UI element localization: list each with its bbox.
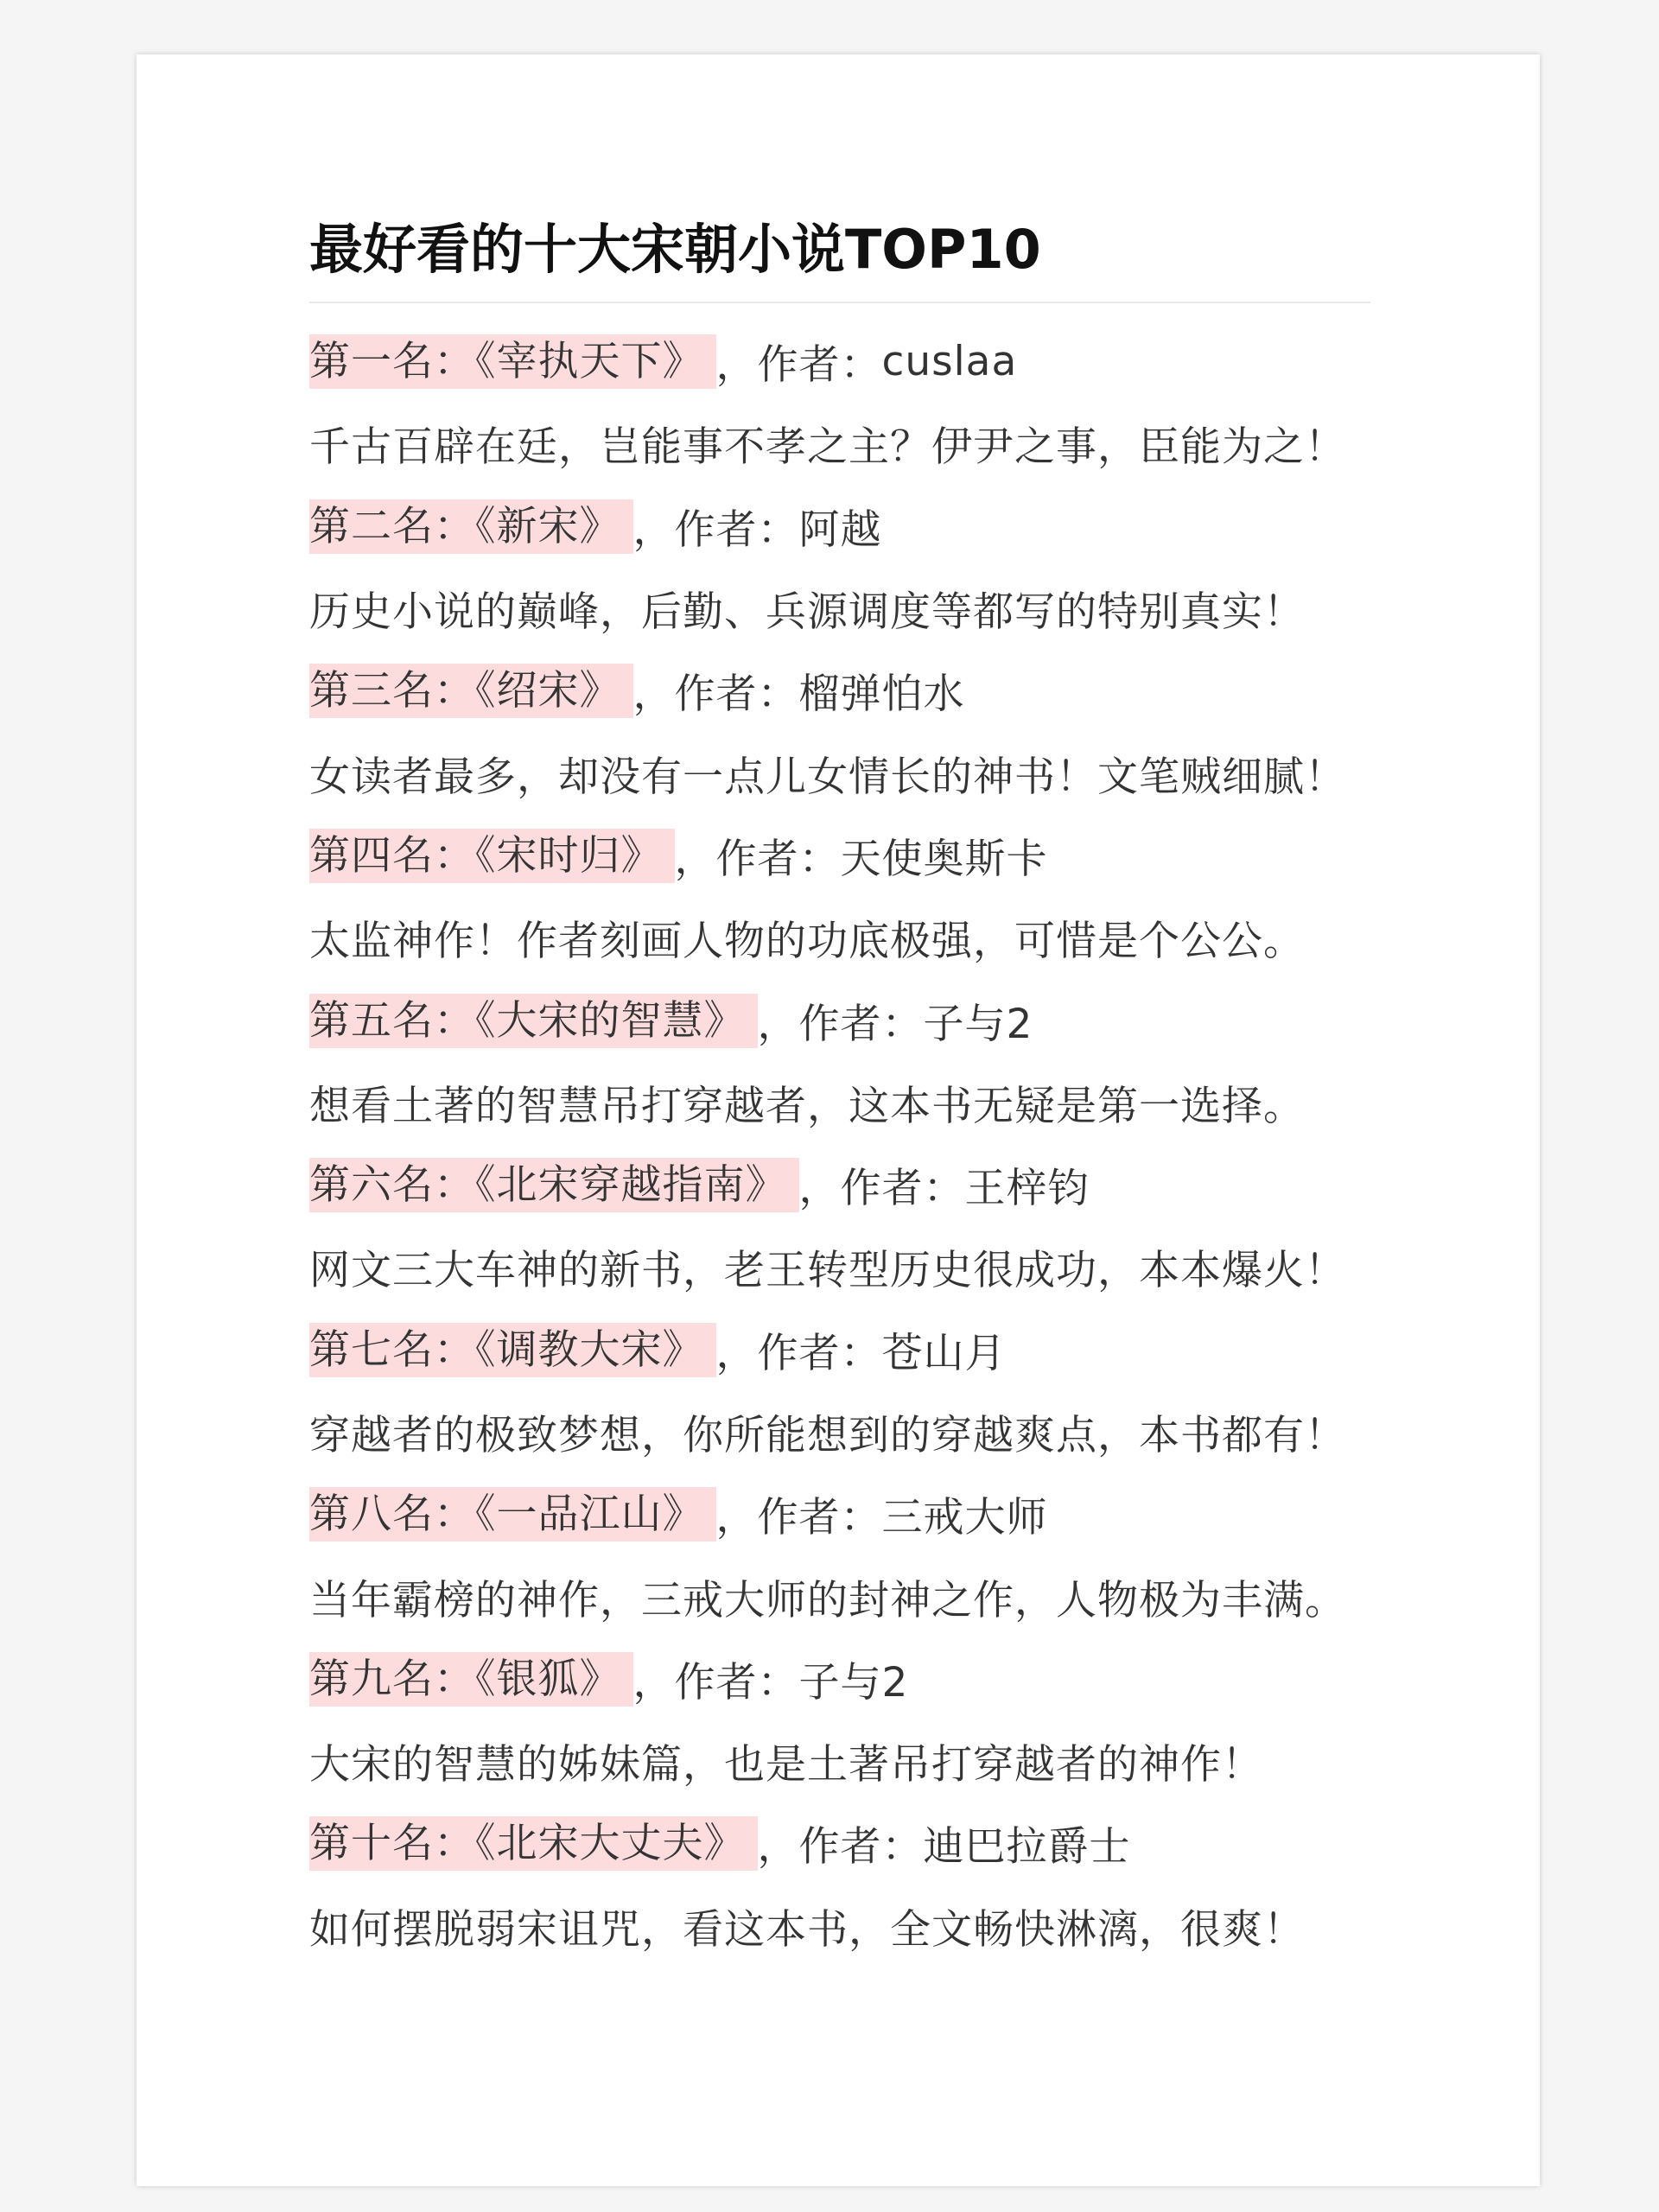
entry-author: 子与2 [798,1658,909,1707]
entry-author: 天使奥斯卡 [840,835,1048,883]
entry-description: 网文三大车神的新书，老王转型历史很成功，本本爆火！ [309,1247,1346,1295]
entry-heading [309,979,1398,1061]
entry-heading [309,486,1398,568]
entry-description: 当年霸榜的神作，三戒大师的封神之作，人物极为丰满。 [309,1576,1346,1624]
entry-author: 榴弹怕水 [798,671,965,719]
entry-highlight [309,334,716,389]
entry-rank: 第五名： [309,996,475,1045]
entry-author: cuslaa [881,338,1018,386]
entry-book-title: 《北宋穿越指南》 [475,1161,787,1210]
entry-heading [309,650,1398,732]
entry-heading [309,1802,1398,1885]
entry-separator: ， [715,1494,758,1542]
entry-description: 如何摆脱弱宋诅咒，看这本书，全文畅快淋漓，很爽！ [309,1905,1305,1954]
page-title: 最好看的十大宋朝小说TOP10 [309,218,1041,281]
author-label: 作者： [798,1000,924,1048]
author-label: 作者： [674,505,799,554]
entry-heading [309,1638,1398,1720]
entry-heading [309,321,1398,403]
author-label: 作者： [674,671,799,719]
entry-author: 三戒大师 [881,1494,1048,1542]
author-label: 作者： [757,1494,882,1542]
entry-separator: ， [632,505,675,554]
entry-book-title: 《绍宋》 [475,667,621,715]
entry-author: 阿越 [798,505,882,554]
entry-rank: 第四名： [309,831,475,880]
ranking-list [309,321,1398,1967]
entry-separator: ， [757,1000,799,1048]
entry-book-title: 《北宋大丈夫》 [475,1820,746,1868]
entry-rank: 第六名： [309,1161,475,1210]
entry-highlight [309,1652,633,1707]
author-label: 作者： [757,341,882,390]
entry-rank: 第七名： [309,1325,475,1374]
entry-rank: 第十名： [309,1820,475,1868]
entry-heading [309,815,1398,897]
entry-heading [309,1144,1398,1226]
entry-description: 女读者最多，却没有一点儿女情长的神书！文笔贼细腻！ [309,753,1346,801]
entry-author: 子与2 [923,1000,1033,1048]
entry-separator: ， [715,1329,758,1377]
author-label: 作者： [757,1329,882,1377]
entry-highlight [309,499,633,554]
entry-book-title: 《调教大宋》 [475,1325,704,1374]
entry-rank: 第八名： [309,1491,475,1539]
author-label: 作者： [798,1823,924,1872]
author-label: 作者： [840,1165,965,1213]
title-divider [309,302,1370,303]
entry-book-title: 《新宋》 [475,502,621,550]
entry-book-title: 《宰执天下》 [475,338,704,386]
entry-rank: 第一名： [309,338,475,386]
entry-highlight [309,1487,716,1541]
entry-description: 千古百辟在廷，岂能事不孝之主？伊尹之事，臣能为之！ [309,423,1346,472]
entry-description: 历史小说的巅峰，后勤、兵源调度等都写的特别真实！ [309,588,1305,637]
entry-description: 想看土著的智慧吊打穿越者，这本书无疑是第一选择。 [309,1082,1305,1130]
author-label: 作者： [715,835,841,883]
entry-separator: ， [798,1165,841,1213]
entry-author: 王梓钧 [964,1165,1090,1213]
entry-highlight [309,664,633,718]
entry-rank: 第二名： [309,502,475,550]
entry-highlight [309,994,758,1048]
entry-separator: ， [632,1658,675,1707]
entry-book-title: 《银狐》 [475,1655,621,1703]
entry-description: 穿越者的极致梦想，你所能想到的穿越爽点，本书都有！ [309,1412,1346,1459]
entry-heading [309,1309,1398,1391]
entry-author: 苍山月 [881,1329,1007,1377]
entry-separator: ， [674,835,716,883]
entry-book-title: 《大宋的智慧》 [475,996,746,1045]
entry-rank: 第九名： [309,1655,475,1703]
entry-description: 太监神作！作者刻画人物的功底极强，可惜是个公公。 [309,918,1305,966]
entry-highlight [309,829,675,883]
entry-highlight [309,1323,716,1377]
entry-book-title: 《一品江山》 [475,1491,704,1539]
entry-highlight [309,1816,758,1871]
entry-book-title: 《宋时归》 [475,831,663,880]
entry-heading [309,1473,1398,1555]
entry-separator: ， [715,341,758,390]
entry-author: 迪巴拉爵士 [923,1823,1131,1872]
entry-separator: ， [632,671,675,719]
entry-separator: ， [757,1823,799,1872]
entry-highlight [309,1158,799,1212]
entry-rank: 第三名： [309,667,475,715]
entry-description: 大宋的智慧的姊妹篇，也是土著吊打穿越者的神作！ [309,1741,1263,1789]
author-label: 作者： [674,1658,799,1707]
